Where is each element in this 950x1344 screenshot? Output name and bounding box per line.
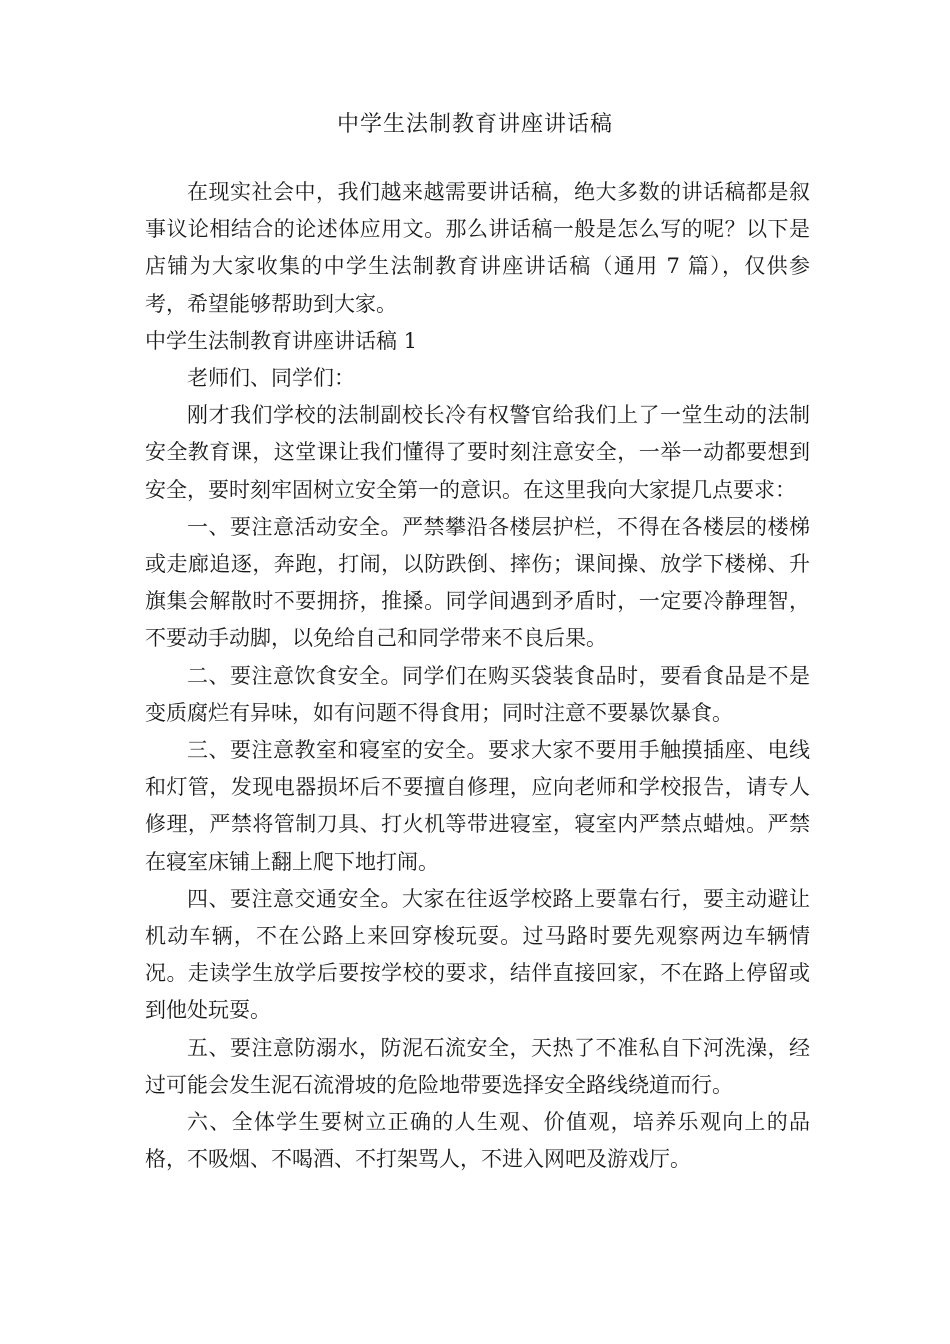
intro-paragraph: 在现实社会中，我们越来越需要讲话稿，绝大多数的讲话稿都是叙事议论相结合的论述体应用文。那么讲话稿一般是怎么写的呢？以下是店铺为大家收集的中学生法制教育讲座讲话稿（通用 7 篇），仅供参考，希望能够帮助到大家。 [145,180,810,316]
body-paragraph: 一、要注意活动安全。严禁攀沿各楼层护栏，不得在各楼层的楼梯或走廊追逐，奔跑，打闹，以防跌倒、摔伤；课间操、放学下楼梯、升旗集会解散时不要拥挤，推搡。同学间遇到矛盾时，一定要冷静理智，不要动手动脚，以免给自己和同学带来不良后果。 [145,514,810,651]
section-heading: 中学生法制教育讲座讲话稿 1 [145,328,418,353]
document-body [145,174,810,1178]
salutation: 老师们、同学们： [187,366,355,391]
body-paragraph: 六、全体学生要树立正确的人生观、价值观，培养乐观向上的品格，不吸烟、不喝酒、不打架骂人，不进入网吧及游戏厅。 [145,1110,810,1172]
body-paragraph: 二、要注意饮食安全。同学们在购买袋装食品时，要看食品是不是变质腐烂有异味，如有问题不得食用；同时注意不要暴饮暴食。 [145,663,810,725]
body-paragraph: 四、要注意交通安全。大家在往返学校路上要靠右行，要主动避让机动车辆，不在公路上来回穿梭玩耍。过马路时要先观察两边车辆情况。走读学生放学后要按学校的要求，结伴直接回家，不在路上停留或到他处玩耍。 [145,886,810,1023]
body-paragraph: 五、要注意防溺水，防泥石流安全，天热了不准私自下河洗澡，经过可能会发生泥石流滑坡的危险地带要选择安全路线绕道而行。 [145,1035,810,1097]
document-title: 中学生法制教育讲座讲话稿 [336,112,613,137]
body-paragraph: 刚才我们学校的法制副校长冷有权警官给我们上了一堂生动的法制安全教育课，这堂课让我们懂得了要时刻注意安全，一举一动都要想到安全，要时刻牢固树立安全第一的意识。在这里我向大家提几点要求： [145,403,810,502]
body-paragraph: 三、要注意教室和寝室的安全。要求大家不要用手触摸插座、电线和灯管，发现电器损坏后不要擅自修理，应向老师和学校报告，请专人修理，严禁将管制刀具、打火机等带进寝室，寝室内严禁点蜡烛。严禁在寝室床铺上翻上爬下地打闹。 [145,738,810,874]
